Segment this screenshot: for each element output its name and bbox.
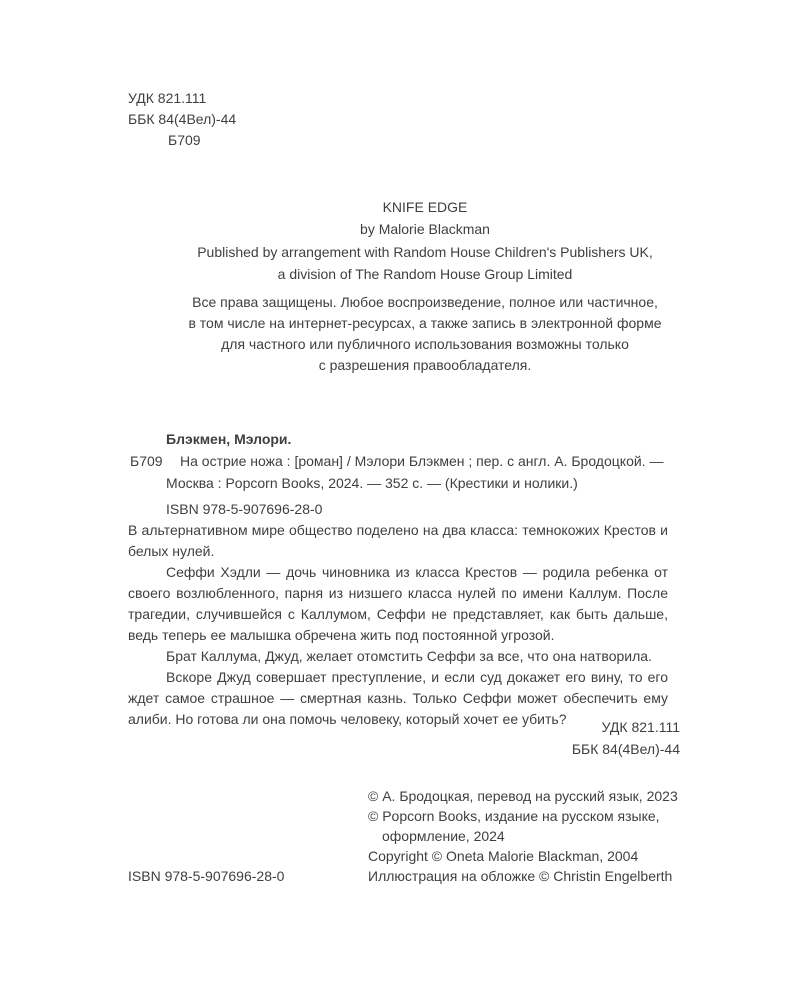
- copyright-line: © Popcorn Books, издание на русском языке,: [368, 808, 660, 824]
- rights-line: Все права защищены. Любое воспроизведение, полное или частичное,: [192, 294, 658, 310]
- bbk-code-bottom: ББК 84(4Вел)-44: [571, 741, 680, 757]
- publisher-line: Published by arrangement with Random House Children's Publishers UK,: [197, 244, 653, 260]
- udk-code-bottom: УДК 821.111: [601, 719, 680, 735]
- catalog-isbn: ISBN 978-5-907696-28-0: [166, 501, 323, 517]
- rights-notice-block: [128, 292, 722, 376]
- publisher-arrangement-block: [128, 241, 722, 285]
- annotation-paragraph: В альтернативном мире общество поделено на два класса: темнокожих Крестов и белых нулей.: [128, 522, 668, 559]
- catalog-entry-line: [128, 450, 688, 472]
- annotation-paragraph: Брат Каллума, Джуд, желает отомстить Сеффи за все, что она натворила.: [166, 648, 652, 664]
- bottom-codes-block: [128, 716, 680, 760]
- original-title: KNIFE EDGE: [382, 199, 468, 215]
- rights-line: с разрешения правообладателя.: [318, 357, 532, 373]
- author-code: Б709: [168, 132, 201, 148]
- rights-line: в том числе на интернет-ресурсах, а также запись в электронной форме: [188, 315, 662, 331]
- catalog-card-block: [128, 428, 688, 520]
- copyright-line: Copyright © Oneta Malorie Blackman, 2004: [368, 848, 639, 864]
- annotation-paragraph: Сеффи Хэдли — дочь чиновника из класса Крестов — родила ребенка от своего возлюбленного, парня из низшего класса нулей по имени Каллум. После трагедии, случившейся с Каллумом, Сеффи не представляет, как быть дальше, ведь теперь ее малышка обречена жить под постоянной угрозой.: [128, 564, 668, 643]
- catalog-entry-line: Москва : Popcorn Books, 2024. — 352 с. — (Крестики и нолики.): [166, 475, 578, 491]
- top-codes-block: [128, 88, 236, 151]
- publisher-line: a division of The Random House Group Limited: [277, 266, 573, 282]
- udk-code: УДК 821.111: [128, 90, 207, 106]
- copyright-line: оформление, 2024: [382, 828, 505, 844]
- original-title-block: [128, 196, 722, 240]
- annotation-paragraph: Вскоре Джуд совершает преступление, и если суд докажет его вину, то его ждет самое страшное — смертная казнь. Только Сеффи может обеспечить ему алиби. Но готова ли она помочь человеку, который хочет ее убить?: [128, 669, 668, 727]
- rights-line: для частного или публичного использования возможны только: [221, 336, 629, 352]
- catalog-entry-text: На острие ножа : [роман] / Мэлори Блэкмен ; пер. с англ. А. Бродоцкой. —: [180, 453, 664, 469]
- catalog-author: Блэкмен, Мэлори.: [166, 431, 292, 447]
- copyright-line: Иллюстрация на обложке © Christin Engelberth: [368, 868, 673, 884]
- original-byline: by Malorie Blackman: [360, 221, 490, 237]
- bbk-code: ББК 84(4Вел)-44: [128, 111, 237, 127]
- annotation-block: [128, 520, 668, 730]
- copyright-line: © А. Бродоцкая, перевод на русский язык, 2023: [368, 788, 678, 804]
- bottom-isbn: ISBN 978-5-907696-28-0: [128, 868, 285, 884]
- copyright-block: [368, 786, 678, 886]
- catalog-author-code: Б709: [130, 453, 163, 469]
